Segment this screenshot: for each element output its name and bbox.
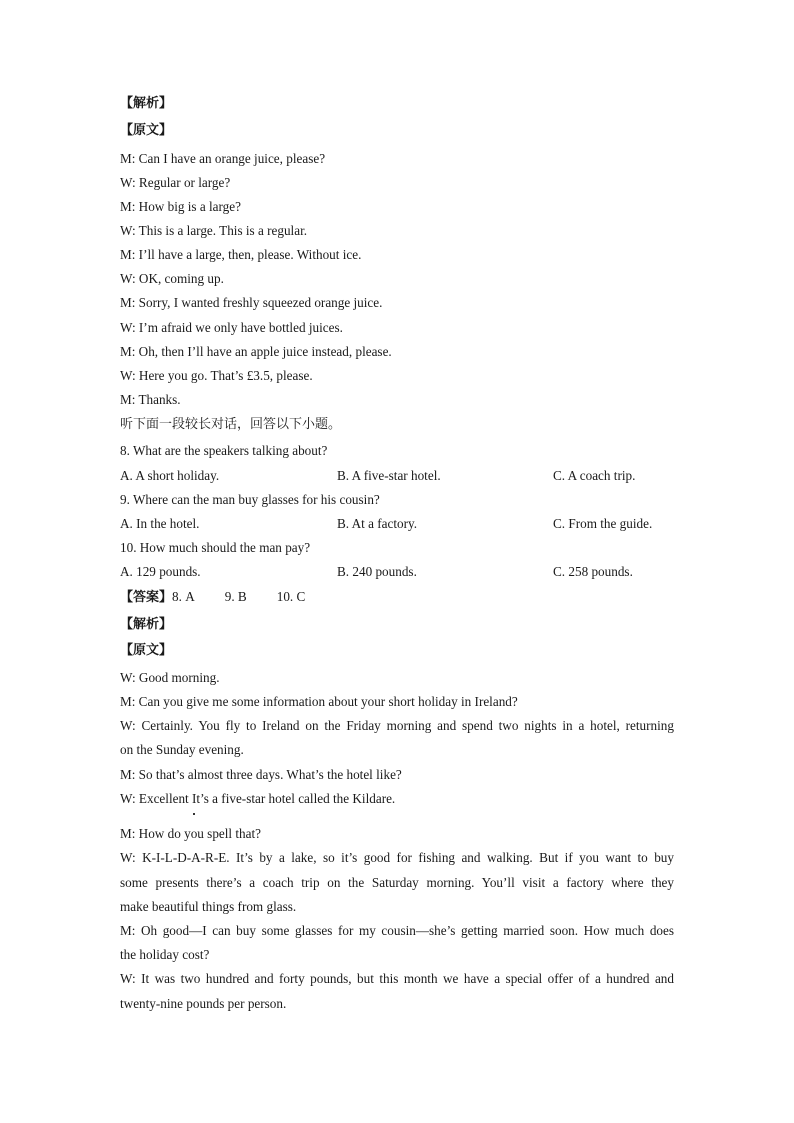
question-10-option-a: A. 129 pounds.: [120, 564, 201, 579]
transcript-line: W: Here you go. That’s £3.5, please.: [120, 368, 313, 383]
question-9-option-c: C. From the guide.: [553, 516, 653, 531]
question-8-option-c: C. A coach trip.: [553, 468, 636, 483]
transcript-line: M: Oh, then I’ll have an apple juice instead, please.: [120, 344, 392, 359]
transcript-line: W: Regular or large?: [120, 175, 231, 190]
transcript-line: twenty-nine pounds per person.: [120, 996, 287, 1011]
question-9-option-b: B. At a factory.: [337, 516, 418, 531]
question-8-option-b: B. A five-star hotel.: [337, 468, 441, 483]
question-9-option-a: A. In the hotel.: [120, 516, 200, 531]
question-9-stem: 9. Where can the man buy glasses for his cousin?: [120, 492, 380, 507]
stray-dot-mark: [193, 813, 195, 815]
answer-10: 10. C: [276, 589, 306, 604]
transcript-line: the holiday cost?: [120, 947, 210, 962]
transcript-line: M: Thanks.: [120, 392, 181, 407]
transcript-line: W: Certainly. You fly to Ireland on the Friday morning and spend two nights in a hotel, returning: [120, 718, 674, 733]
transcript-line: some presents there’s a coach trip on the Saturday morning. You’ll visit a factory where they: [120, 875, 674, 890]
transcript-line: M: Oh good—I can buy some glasses for my cousin—she’s getting married soon. How much does: [120, 923, 674, 938]
transcript-line: M: How big is a large?: [120, 199, 241, 214]
transcript-line: M: Sorry, I wanted freshly squeezed orange juice.: [120, 295, 383, 310]
answer-label: 【答案】: [120, 590, 173, 605]
transcript-line: W: It was two hundred and forty pounds, but this month we have a special offer of a hundred and: [120, 971, 674, 986]
question-8-stem: 8. What are the speakers talking about?: [120, 443, 328, 458]
answer-line: [120, 589, 305, 606]
answer-9: 9. B: [224, 589, 247, 604]
transcript-line: W: Excellent It’s a five-star hotel called the Kildare.: [120, 791, 396, 806]
transcript-line: W: Good morning.: [120, 670, 220, 685]
analysis-heading: 【解析】: [120, 96, 173, 111]
transcript-heading-2: 【原文】: [120, 643, 173, 658]
transcript-line: on the Sunday evening.: [120, 742, 244, 757]
transcript-line: make beautiful things from glass.: [120, 899, 297, 914]
transcript-line: W: I’m afraid we only have bottled juices.: [120, 320, 343, 335]
transcript-line: M: So that’s almost three days. What’s the hotel like?: [120, 767, 402, 782]
transcript-line: W: This is a large. This is a regular.: [120, 223, 308, 238]
transcript-line: M: Can I have an orange juice, please?: [120, 151, 326, 166]
transcript-line: M: Can you give me some information about your short holiday in Ireland?: [120, 694, 518, 709]
question-10-option-b: B. 240 pounds.: [337, 564, 417, 579]
transcript-line: W: OK, coming up.: [120, 271, 224, 286]
transcript-heading: 【原文】: [120, 123, 173, 138]
question-10-stem: 10. How much should the man pay?: [120, 540, 311, 555]
transcript-line: M: I’ll have a large, then, please. Without ice.: [120, 247, 362, 262]
question-10-option-c: C. 258 pounds.: [553, 564, 633, 579]
analysis-heading-2: 【解析】: [120, 617, 173, 632]
question-8-option-a: A. A short holiday.: [120, 468, 220, 483]
listening-instruction: 听下面一段较长对话，回答以下小题。: [120, 417, 342, 432]
transcript-line: W: K-I-L-D-A-R-E. It’s by a lake, so it’s good for fishing and walking. But if you want to buy: [120, 850, 674, 865]
answer-8: 8. A: [172, 589, 195, 604]
transcript-line: M: How do you spell that?: [120, 826, 262, 841]
